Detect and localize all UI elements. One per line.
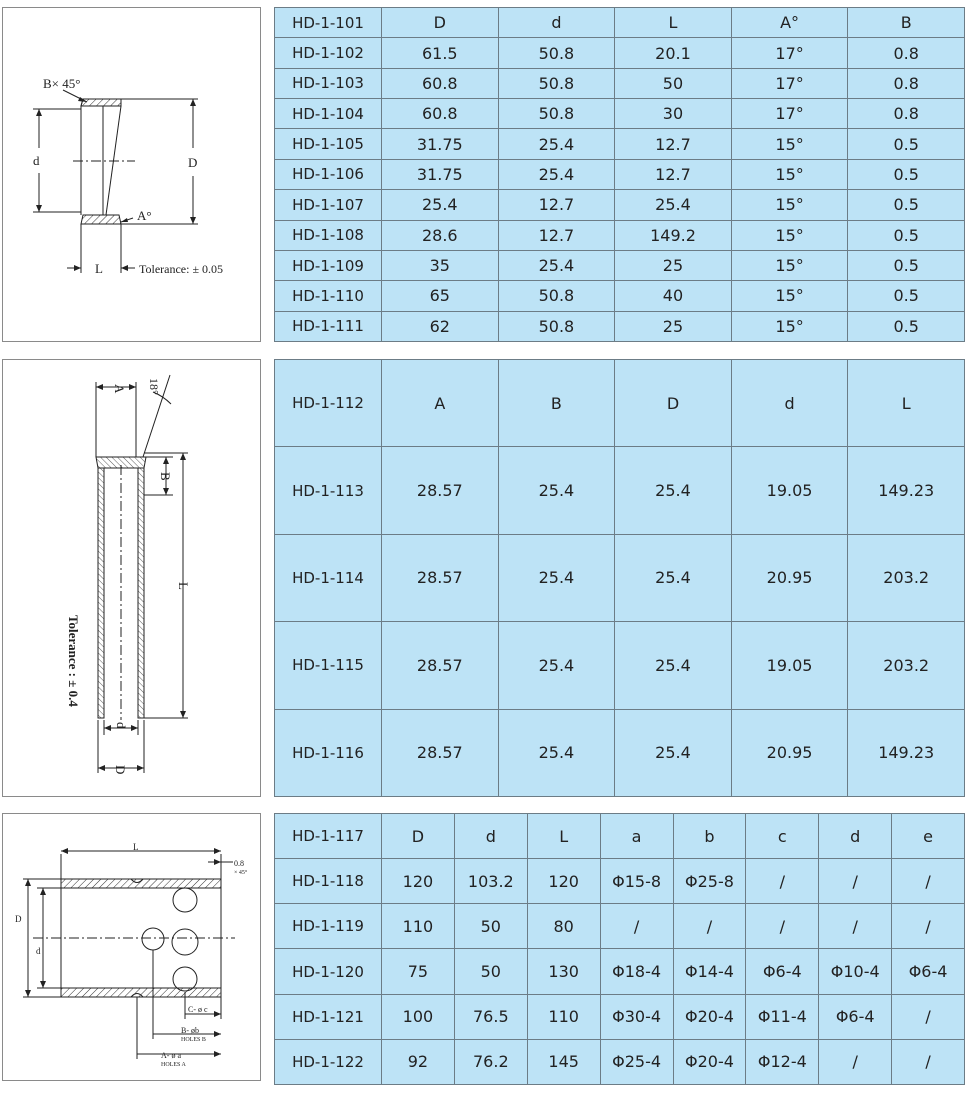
table-cell: 12.7 (615, 159, 732, 189)
table-cell: D (615, 360, 732, 447)
table-cell: 103.2 (454, 859, 527, 904)
table-cell: Φ18-4 (600, 949, 673, 994)
table-cell: L (615, 8, 732, 38)
dim-L-label: L (133, 842, 139, 852)
table-cell: d (454, 814, 527, 859)
table-header-row (275, 360, 965, 447)
table-cell: 110 (527, 994, 600, 1039)
table-header-row (275, 814, 965, 859)
bushing-cross-section-diagram (3, 8, 260, 341)
model-code-cell: HD-1-102 (275, 38, 382, 68)
table-cell: 31.75 (382, 159, 499, 189)
table-row (275, 311, 965, 341)
table-cell: / (892, 1039, 965, 1084)
table-cell: 62 (382, 311, 499, 341)
table-cell: 20.95 (731, 534, 848, 621)
inner-diameter-label: d (33, 153, 40, 168)
table-row (275, 38, 965, 68)
drawing-panel-1 (2, 7, 261, 342)
table-cell: 28.57 (382, 534, 499, 621)
table-cell: Φ6-4 (746, 949, 819, 994)
table-cell: / (746, 904, 819, 949)
table-cell: 0.5 (848, 220, 965, 250)
table-cell: Φ20-4 (673, 994, 746, 1039)
table-cell: Φ6-4 (892, 949, 965, 994)
table-cell: b (673, 814, 746, 859)
table-cell: 50 (454, 904, 527, 949)
model-code-cell: HD-1-108 (275, 220, 382, 250)
model-code-cell: HD-1-119 (275, 904, 382, 949)
table-cell: / (892, 859, 965, 904)
table-cell: Φ14-4 (673, 949, 746, 994)
dim-D-label: D (15, 914, 22, 924)
table-row (275, 447, 965, 534)
table-cell: Φ25-8 (673, 859, 746, 904)
dim-d-label: d (36, 946, 41, 956)
chamfer-angle-label: × 45° (234, 870, 248, 876)
table-cell: a (600, 814, 673, 859)
table-cell: / (819, 904, 892, 949)
tolerance-label: Tolerance : ± 0.4 (66, 615, 81, 707)
table-cell: 60.8 (382, 68, 499, 98)
table-row (275, 250, 965, 280)
table-cell: 12.7 (498, 220, 615, 250)
table-cell: Φ15-8 (600, 859, 673, 904)
table-cell: 50.8 (498, 99, 615, 129)
table-cell: 40 (615, 281, 732, 311)
table-row (275, 904, 965, 949)
spec-table-3 (274, 813, 965, 1085)
table-cell: 25 (615, 250, 732, 280)
table-cell: 120 (527, 859, 600, 904)
dim-D-label: D (113, 765, 128, 775)
table-cell: D (382, 814, 455, 859)
model-code-cell: HD-1-112 (275, 360, 382, 447)
table-cell: 50.8 (498, 281, 615, 311)
table-row (275, 1039, 965, 1084)
table-cell: 0.5 (848, 311, 965, 341)
table-header-row (275, 8, 965, 38)
table-cell: B (498, 360, 615, 447)
table-cell: 15° (731, 159, 848, 189)
table-cell: / (819, 859, 892, 904)
table-cell: 15° (731, 250, 848, 280)
long-sleeve-diagram (3, 360, 260, 796)
table-cell: 25.4 (615, 709, 732, 796)
table-cell: 17° (731, 68, 848, 98)
table-cell: 15° (731, 281, 848, 311)
model-code-cell: HD-1-120 (275, 949, 382, 994)
table-cell: 75 (382, 949, 455, 994)
table-cell: A° (731, 8, 848, 38)
model-code-cell: HD-1-104 (275, 99, 382, 129)
table-cell: 12.7 (498, 190, 615, 220)
table-row (275, 949, 965, 994)
table-cell: 28.57 (382, 709, 499, 796)
hole-a-label: A- ø a (161, 1051, 181, 1060)
spec-table-1 (274, 7, 965, 342)
table-cell: 20.1 (615, 38, 732, 68)
table-cell: 50.8 (498, 311, 615, 341)
spec-table-2-body (275, 360, 965, 797)
hole-c-label: C- ø c (188, 1005, 208, 1014)
table-row (275, 709, 965, 796)
model-code-cell: HD-1-118 (275, 859, 382, 904)
model-code-cell: HD-1-114 (275, 534, 382, 621)
chamfer-label: 0.8 (234, 859, 244, 868)
table-cell: 25 (615, 311, 732, 341)
table-cell: A (382, 360, 499, 447)
table-cell: 130 (527, 949, 600, 994)
model-code-cell: HD-1-122 (275, 1039, 382, 1084)
table-cell: Φ10-4 (819, 949, 892, 994)
table-cell: 100 (382, 994, 455, 1039)
table-cell: 19.05 (731, 622, 848, 709)
table-cell: 61.5 (382, 38, 499, 68)
table-cell: / (892, 994, 965, 1039)
table-cell: 76.2 (454, 1039, 527, 1084)
angle-label: A° (137, 208, 152, 223)
table-cell: 30 (615, 99, 732, 129)
table-cell: 25.4 (615, 622, 732, 709)
table-cell: D (382, 8, 499, 38)
table-cell: 25.4 (498, 447, 615, 534)
table-cell: 0.5 (848, 129, 965, 159)
table-cell: 0.5 (848, 250, 965, 280)
table-row (275, 622, 965, 709)
table-cell: 12.7 (615, 129, 732, 159)
table-cell: 28.6 (382, 220, 499, 250)
table-cell: / (819, 1039, 892, 1084)
table-cell: 35 (382, 250, 499, 280)
table-cell: 20.95 (731, 709, 848, 796)
model-code-cell: HD-1-103 (275, 68, 382, 98)
model-code-cell: HD-1-109 (275, 250, 382, 280)
table-cell: 25.4 (498, 622, 615, 709)
table-cell: / (746, 859, 819, 904)
spec-table-1-body (275, 8, 965, 342)
table-cell: d (819, 814, 892, 859)
outer-diameter-label: D (188, 155, 198, 170)
table-cell: 25.4 (615, 534, 732, 621)
table-cell: Φ12-4 (746, 1039, 819, 1084)
table-cell: 50 (615, 68, 732, 98)
model-code-cell: HD-1-101 (275, 8, 382, 38)
table-cell: 65 (382, 281, 499, 311)
table-cell: 19.05 (731, 447, 848, 534)
tolerance-label: Tolerance: ± 0.05 (139, 262, 224, 276)
table-cell: 149.2 (615, 220, 732, 250)
table-cell: 25.4 (498, 709, 615, 796)
table-cell: 15° (731, 190, 848, 220)
table-cell: 25.4 (498, 129, 615, 159)
table-cell: 110 (382, 904, 455, 949)
table-cell: 0.8 (848, 68, 965, 98)
table-cell: 15° (731, 129, 848, 159)
table-cell: 25.4 (615, 447, 732, 534)
table-row (275, 534, 965, 621)
table-cell: 203.2 (848, 622, 965, 709)
table-cell: 149.23 (848, 447, 965, 534)
table-cell: 203.2 (848, 534, 965, 621)
table-cell: Φ20-4 (673, 1039, 746, 1084)
dim-B-label: B (158, 472, 173, 481)
table-cell: 50.8 (498, 68, 615, 98)
table-row (275, 68, 965, 98)
chamfer-label: B× 45° (43, 76, 81, 91)
table-cell: 60.8 (382, 99, 499, 129)
table-cell: 0.8 (848, 38, 965, 68)
perforated-sleeve-diagram (3, 814, 260, 1080)
table-cell: 149.23 (848, 709, 965, 796)
table-cell: 50.8 (498, 38, 615, 68)
table-cell: 145 (527, 1039, 600, 1084)
table-cell: 28.57 (382, 622, 499, 709)
table-cell: 0.8 (848, 99, 965, 129)
table-cell: Φ30-4 (600, 994, 673, 1039)
table-cell: 0.5 (848, 159, 965, 189)
model-code-cell: HD-1-110 (275, 281, 382, 311)
table-cell: 50 (454, 949, 527, 994)
table-cell: 92 (382, 1039, 455, 1084)
table-cell: Φ25-4 (600, 1039, 673, 1084)
drawing-panel-3 (2, 813, 261, 1081)
table-cell: L (848, 360, 965, 447)
table-cell: 17° (731, 38, 848, 68)
dim-d-label: d (114, 722, 129, 729)
table-cell: d (731, 360, 848, 447)
length-label: L (95, 261, 103, 276)
table-cell: e (892, 814, 965, 859)
table-cell: d (498, 8, 615, 38)
table-row (275, 994, 965, 1039)
table-row (275, 99, 965, 129)
table-row (275, 129, 965, 159)
table-cell: 25.4 (498, 534, 615, 621)
table-cell: c (746, 814, 819, 859)
model-code-cell: HD-1-121 (275, 994, 382, 1039)
model-code-cell: HD-1-113 (275, 447, 382, 534)
table-cell: L (527, 814, 600, 859)
table-cell: 80 (527, 904, 600, 949)
table-cell: / (600, 904, 673, 949)
spec-table-3-body (275, 814, 965, 1085)
angle-label: 18° (147, 378, 161, 395)
holes-a-label: HOLES A (161, 1062, 186, 1068)
table-cell: 15° (731, 220, 848, 250)
model-code-cell: HD-1-106 (275, 159, 382, 189)
model-code-cell: HD-1-117 (275, 814, 382, 859)
table-cell: 31.75 (382, 129, 499, 159)
drawing-panel-2 (2, 359, 261, 797)
dim-L-label: L (176, 582, 191, 590)
table-row (275, 281, 965, 311)
table-cell: 120 (382, 859, 455, 904)
model-code-cell: HD-1-105 (275, 129, 382, 159)
table-cell: / (673, 904, 746, 949)
table-cell: 15° (731, 311, 848, 341)
table-row (275, 220, 965, 250)
table-row (275, 859, 965, 904)
table-row (275, 190, 965, 220)
table-cell: 17° (731, 99, 848, 129)
model-code-cell: HD-1-111 (275, 311, 382, 341)
table-cell: 0.5 (848, 190, 965, 220)
table-cell: 25.4 (498, 159, 615, 189)
hole-b-label: B- øb (181, 1026, 199, 1035)
table-cell: 25.4 (615, 190, 732, 220)
table-cell: 28.57 (382, 447, 499, 534)
model-code-cell: HD-1-107 (275, 190, 382, 220)
table-cell: / (892, 904, 965, 949)
dim-A-label: A (112, 384, 127, 394)
table-cell: 76.5 (454, 994, 527, 1039)
table-row (275, 159, 965, 189)
holes-b-label: HOLES B (181, 1037, 206, 1043)
model-code-cell: HD-1-115 (275, 622, 382, 709)
table-cell: B (848, 8, 965, 38)
model-code-cell: HD-1-116 (275, 709, 382, 796)
table-cell: Φ6-4 (819, 994, 892, 1039)
spec-table-2 (274, 359, 965, 797)
table-cell: 25.4 (382, 190, 499, 220)
table-cell: 0.5 (848, 281, 965, 311)
table-cell: 25.4 (498, 250, 615, 280)
table-cell: Φ11-4 (746, 994, 819, 1039)
